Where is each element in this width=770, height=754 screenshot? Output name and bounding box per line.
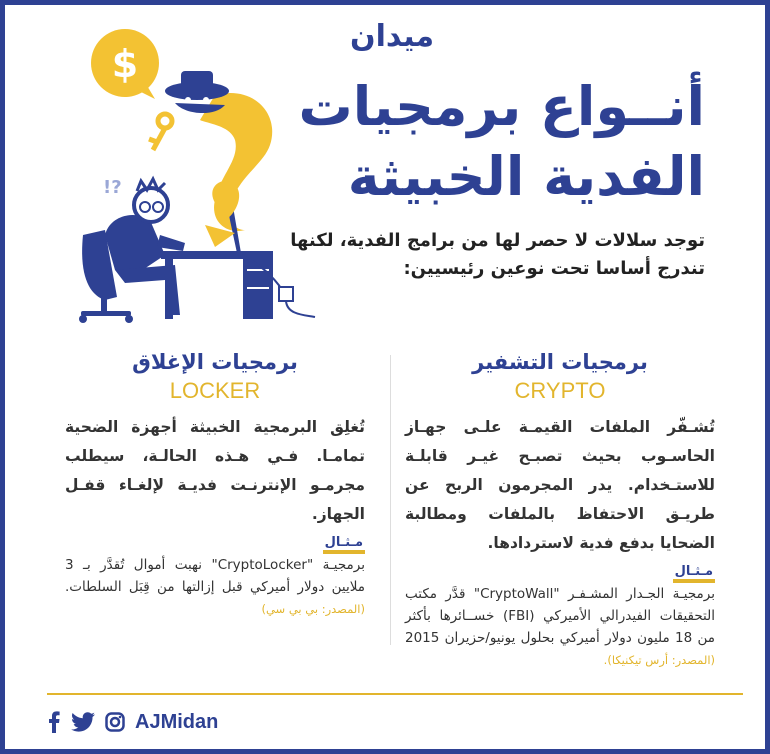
plug-icon <box>279 287 293 301</box>
key-icon <box>149 114 172 150</box>
locker-column <box>65 347 365 620</box>
footer <box>47 707 218 737</box>
svg-text:!?: !? <box>103 177 122 198</box>
crypto-column <box>405 347 715 671</box>
crypto-source: (المصدر: أرس تيكنيكا). <box>603 653 715 667</box>
brand-logo: ميدان <box>350 19 435 54</box>
crypto-example-label: مـثـال <box>673 564 715 583</box>
crypto-example <box>405 583 715 671</box>
page-title-line1: أنــواع برمجيات <box>298 75 705 138</box>
crypto-example-text: برمجيـة الجـدار المشـفـر "CryptoWall" قدَّر مكتب التحقيقات الفيدرالي الأميركي (FBI) خســائرها بأكثر من 18 مليون دولار أميركي بحلول يونيو/حزيران 2015 <box>405 586 715 646</box>
locker-source: (المصدر: بي بي سي) <box>261 602 365 616</box>
facebook-icon[interactable] <box>47 711 61 733</box>
locker-example-text: برمجيـة "CryptoLocker" نهبت أموال تُقدَّر بـ 3 ملايين دولار أميركي قبل إزالتها من قِبَل السلطات. <box>65 557 365 595</box>
twitter-icon[interactable] <box>71 712 95 732</box>
page-title-line2: الفدية الخبيثة <box>347 145 705 208</box>
svg-text:$: $ <box>111 42 139 86</box>
social-handle[interactable]: AJMidan <box>135 710 219 733</box>
dollar-bubble-icon <box>91 29 159 99</box>
crypto-title: برمجيات التشفير <box>472 350 648 374</box>
locker-example <box>65 554 365 620</box>
locker-example-label: مـثـال <box>323 535 365 554</box>
instagram-icon[interactable] <box>105 712 125 732</box>
locker-title: برمجيات الإغلاق <box>132 350 298 374</box>
locker-subtitle: LOCKER <box>169 378 261 403</box>
crypto-subtitle: CRYPTO <box>514 378 606 403</box>
locker-body: تُغلِق البرمجية الخبيثة أجهزة الضحية تمامـا. فـي هـذه الحالـة، سيطلب مجرمـو الإنترنـت فديـة لإلغـاء قفـل الجهاز. <box>65 418 365 523</box>
intro-text: توجد سلالات لا حصر لها من برامج الفدية، لكنها تندرج أساسا تحت نوعين رئيسيين: <box>290 230 705 279</box>
crypto-body: تُشـفّر الملفات القيمـة علـى جهـاز الحاسـوب بحيث تصبـح غيـر قابلـة للاستـخدام. يدر المجرمون الربح عن طريـق الاحتفاظ بالملفات ومطالبة الضحايا بدفع فدية لاستردادها. <box>405 418 715 552</box>
column-divider <box>390 355 391 645</box>
footer-divider <box>47 693 743 695</box>
